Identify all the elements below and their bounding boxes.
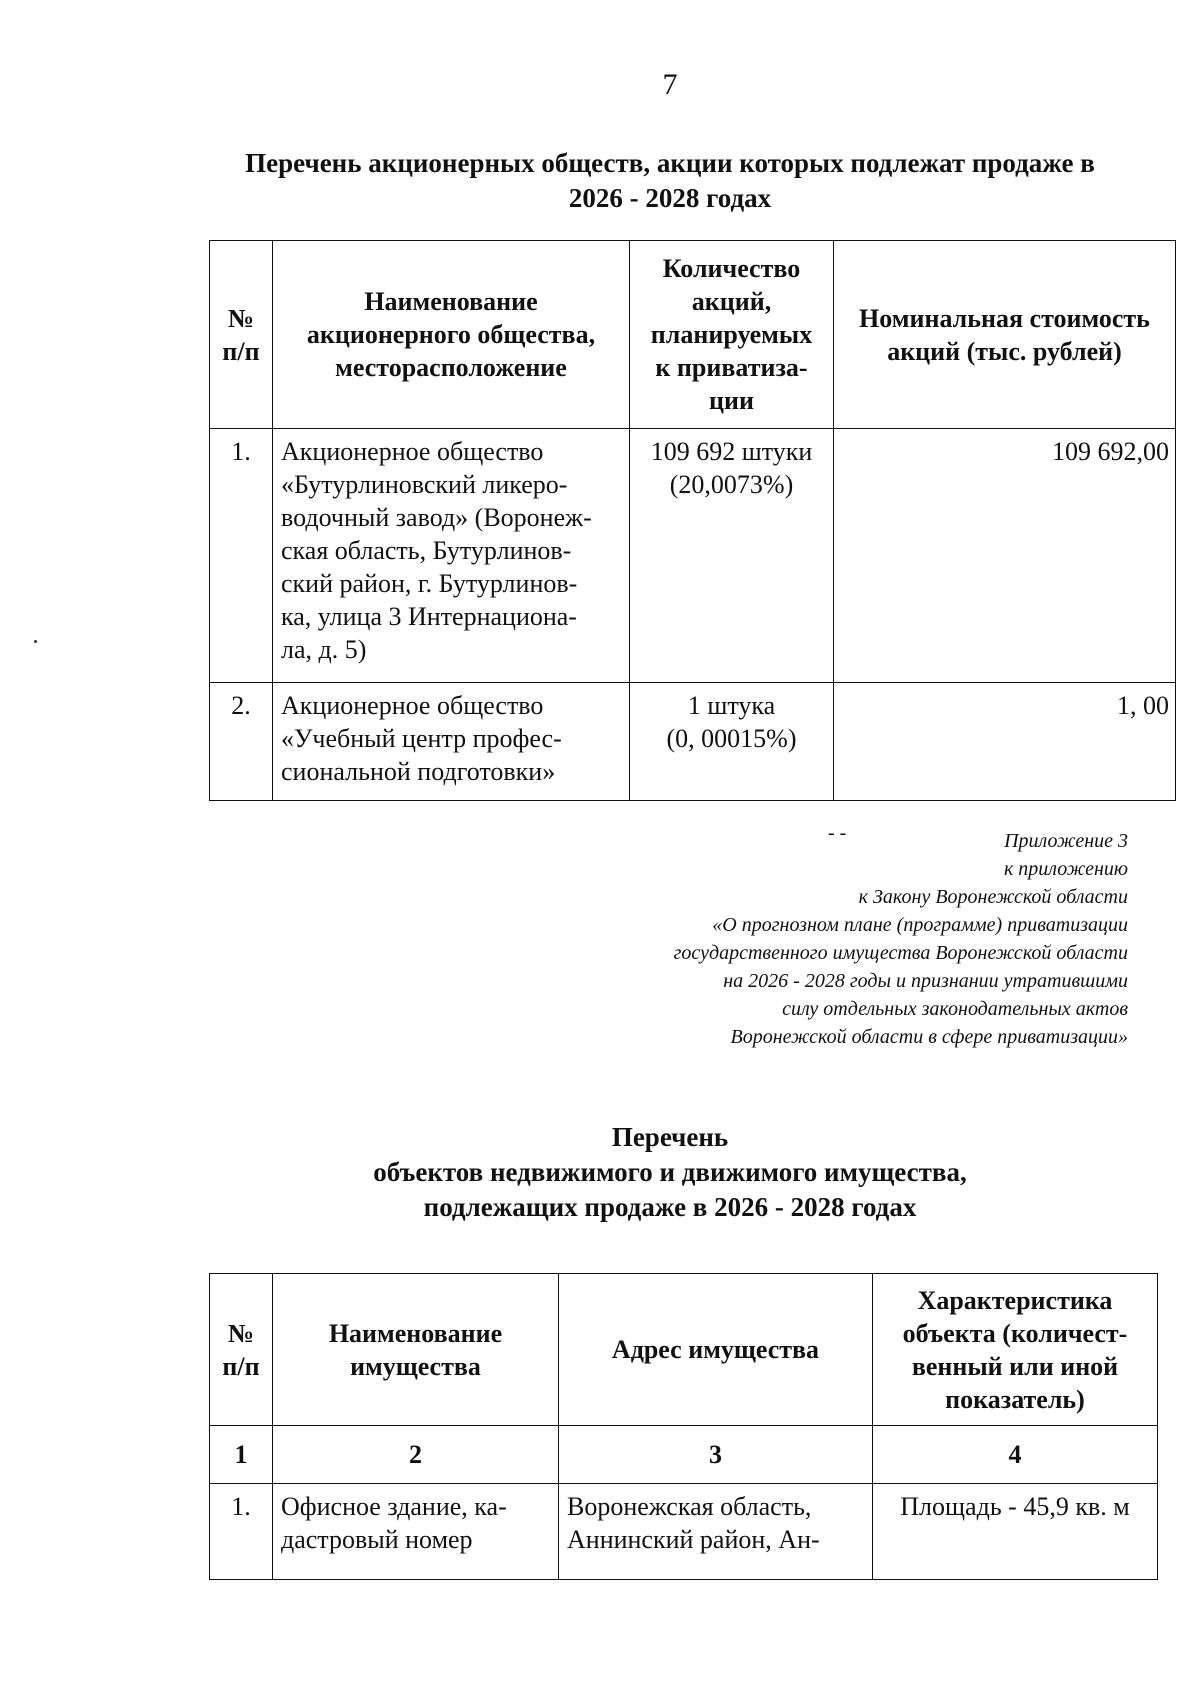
table-header-row [210, 1274, 1158, 1426]
column-number: 2 [273, 1426, 559, 1484]
row-num: 1. [210, 1484, 273, 1580]
scan-dot [34, 640, 37, 643]
row-nominal-value: 1, 00 [834, 683, 1176, 801]
appendix-line: на 2026 - 2028 годы и признании утратившими [723, 970, 1128, 992]
column-number: 1 [210, 1426, 273, 1484]
row-property-characteristics: Площадь - 45,9 кв. м [873, 1484, 1158, 1580]
header-num: № п/п [210, 1274, 273, 1426]
row-share-quantity: 109 692 штуки (20,0073%) [630, 429, 834, 683]
appendix-note [674, 827, 1128, 1051]
header-share-quantity: Количество акций, планируемых к приватиза- ции [630, 241, 834, 429]
header-property-characteristics: Характеристика объекта (количест- венный или иной показатель) [873, 1274, 1158, 1426]
header-property-address: Адрес имущества [559, 1274, 873, 1426]
header-company-name: Наименование акционерного общества, месторасположение [273, 241, 630, 429]
section2-title-line: Перечень [611, 1122, 729, 1152]
column-number: 4 [873, 1426, 1158, 1484]
table-row [210, 429, 1176, 683]
table-row [210, 1484, 1158, 1580]
page-number: 7 [662, 68, 678, 101]
appendix-line: к Закону Воронежской области [858, 886, 1128, 908]
row-company-name: Акционерное общество «Бутурлиновский ликеро- водочный завод» (Воронеж- ская область, Бутурлинов- ский район, г. Бутурлинов- ка, улица 3 Интернациона- ла, д. 5) [273, 429, 630, 683]
section2-title-line: объектов недвижимого и движимого имущества, [373, 1157, 967, 1187]
appendix-line: Приложение 3 [1004, 830, 1128, 852]
row-num: 1. [210, 429, 273, 683]
row-property-name: Офисное здание, ка- дастровый номер [273, 1484, 559, 1580]
table-header-row [210, 241, 1176, 429]
section2-title [0, 1120, 1200, 1225]
appendix-line: государственного имущества Воронежской области [673, 942, 1128, 964]
header-num: № п/п [210, 241, 273, 429]
property-table [209, 1273, 1158, 1580]
section1-title-line: 2026 - 2028 годах [568, 183, 772, 213]
section1-title-line: Перечень акционерных обществ, акции которых подлежат продаже в [245, 148, 1095, 178]
shares-table [209, 240, 1176, 801]
row-num: 2. [210, 683, 273, 801]
row-share-quantity: 1 штука (0, 00015%) [630, 683, 834, 801]
column-number: 3 [559, 1426, 873, 1484]
row-nominal-value: 109 692,00 [834, 429, 1176, 683]
row-company-name: Акционерное общество «Учебный центр профес- сиональной подготовки» [273, 683, 630, 801]
dash-mark: - - [828, 822, 847, 844]
appendix-line: «О прогнозном плане (программе) приватизации [712, 914, 1128, 936]
table-row [210, 683, 1176, 801]
section2-title-line: подлежащих продаже в 2026 - 2028 годах [423, 1192, 917, 1222]
section1-title [0, 146, 1200, 216]
row-property-address: Воронежская область, Аннинский район, Ан- [559, 1484, 873, 1580]
appendix-line: силу отдельных законодательных актов [782, 998, 1128, 1020]
column-number-row [210, 1426, 1158, 1484]
header-property-name: Наименование имущества [273, 1274, 559, 1426]
appendix-line: Воронежской области в сфере приватизации» [730, 1026, 1128, 1048]
header-nominal-value: Номинальная стоимость акций (тыс. рублей) [834, 241, 1176, 429]
appendix-line: к приложению [1003, 858, 1128, 880]
